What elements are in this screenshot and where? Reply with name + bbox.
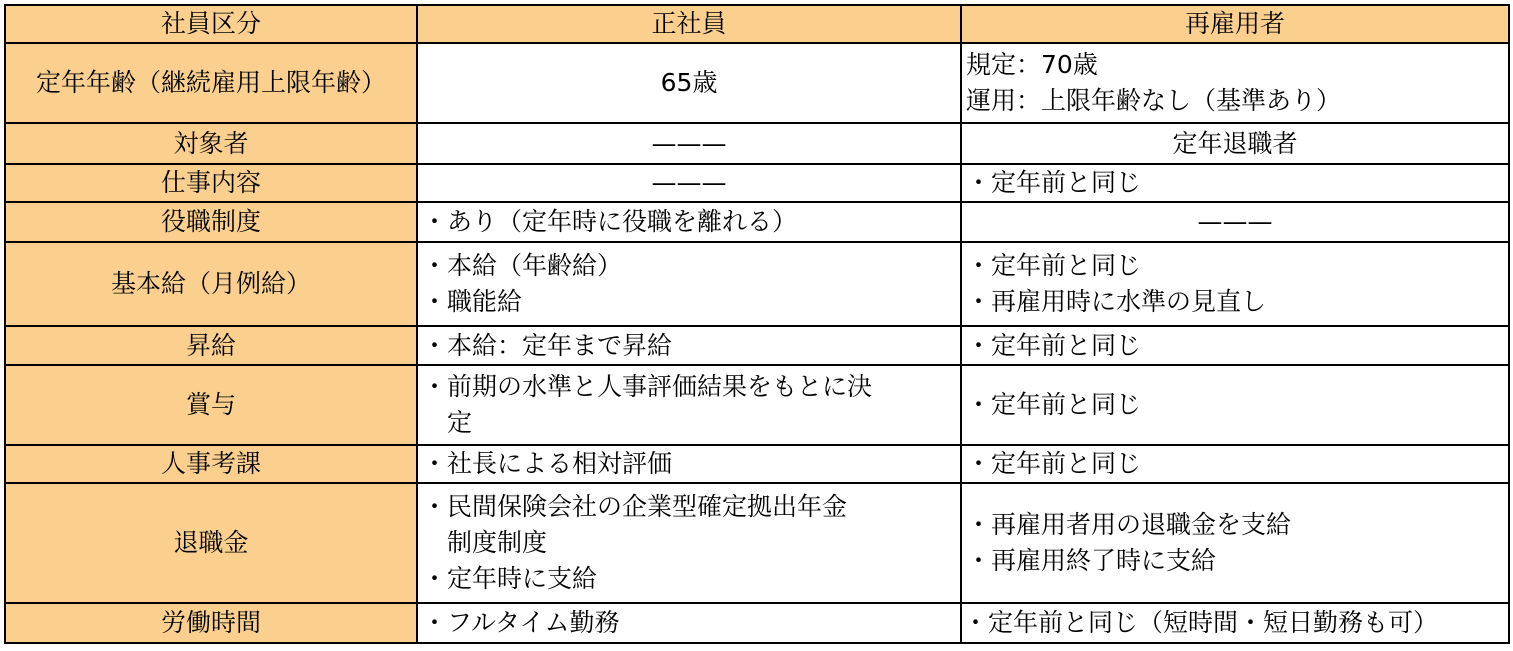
row-label-retirement-age: 定年年齢（継続雇用上限年齢） bbox=[5, 43, 417, 123]
row-label-target: 対象者 bbox=[5, 123, 417, 164]
cell-regular-position-system bbox=[417, 202, 961, 242]
cell-text: ・再雇用終了時に支給 bbox=[966, 546, 1217, 575]
row-label-pay-raise: 昇給 bbox=[5, 326, 417, 365]
cell-text: ・再雇用時に水準の見直し bbox=[966, 287, 1267, 316]
cell-text: ・定年前と同じ bbox=[966, 330, 1142, 360]
cell-regular-base-salary bbox=[417, 242, 961, 326]
cell-text: 運用：上限年齢なし（基準あり） bbox=[966, 86, 1342, 115]
cell-text: ・前期の水準と人事評価結果をもとに決 bbox=[422, 372, 873, 401]
cell-text: ・定年前と同じ bbox=[966, 390, 1142, 419]
cell-text: ・定年前と同じ bbox=[966, 449, 1142, 478]
row-label-working-hours: 労働時間 bbox=[5, 603, 417, 643]
cell-rehired-retirement-allowance bbox=[961, 483, 1509, 603]
cell-text: ・定年前と同じ（短時間・短日勤務も可） bbox=[963, 608, 1439, 637]
cell-regular-job-content bbox=[417, 164, 961, 202]
cell-text: ・民間保険会社の企業型確定拠出年金 bbox=[422, 492, 848, 521]
cell-text: ・定年時に支給 bbox=[422, 564, 598, 593]
table-row bbox=[5, 483, 1509, 603]
table-row bbox=[5, 365, 1509, 445]
cell-text: ・再雇用者用の退職金を支給 bbox=[966, 510, 1292, 539]
cell-rehired-position-system bbox=[961, 202, 1509, 242]
cell-text: ・本給：定年まで昇給 bbox=[422, 330, 673, 360]
cell-text: ・職能給 bbox=[422, 287, 523, 316]
table-header-row bbox=[5, 5, 1509, 43]
cell-text: ・定年前と同じ bbox=[966, 168, 1142, 197]
table-row bbox=[5, 445, 1509, 483]
header-rehired-employee: 再雇用者 bbox=[961, 5, 1509, 43]
table-row bbox=[5, 603, 1509, 643]
cell-rehired-working-hours bbox=[961, 603, 1509, 643]
cell-text: 制度制度 bbox=[422, 528, 548, 557]
cell-text: ・本給（年齢給） bbox=[422, 251, 623, 280]
row-label-personnel-evaluation: 人事考課 bbox=[5, 445, 417, 483]
cell-text: ・あり（定年時に役職を離れる） bbox=[422, 207, 798, 236]
row-label-bonus: 賞与 bbox=[5, 365, 417, 445]
cell-rehired-base-salary bbox=[961, 242, 1509, 326]
header-employee-category: 社員区分 bbox=[5, 5, 417, 43]
cell-text: 定 bbox=[422, 408, 473, 437]
table-row bbox=[5, 164, 1509, 202]
cell-text: 65歳 bbox=[660, 68, 718, 97]
cell-rehired-bonus bbox=[961, 365, 1509, 445]
comparison-table-container bbox=[4, 4, 1510, 644]
row-label-base-salary: 基本給（月例給） bbox=[5, 242, 417, 326]
cell-text: 規定：70歳 bbox=[966, 50, 1098, 79]
table-row bbox=[5, 43, 1509, 123]
cell-text: ——— bbox=[651, 168, 727, 197]
cell-text: ・定年前と同じ bbox=[966, 251, 1142, 280]
header-regular-employee: 正社員 bbox=[417, 5, 961, 43]
cell-text: ——— bbox=[651, 128, 727, 158]
cell-rehired-target bbox=[961, 123, 1509, 164]
row-label-position-system: 役職制度 bbox=[5, 202, 417, 242]
cell-regular-working-hours bbox=[417, 603, 961, 643]
cell-regular-bonus bbox=[417, 365, 961, 445]
cell-regular-retirement-allowance bbox=[417, 483, 961, 603]
cell-rehired-pay-raise bbox=[961, 326, 1509, 365]
cell-rehired-retirement-age bbox=[961, 43, 1509, 123]
cell-text: 定年退職者 bbox=[1172, 128, 1298, 158]
cell-regular-retirement-age bbox=[417, 43, 961, 123]
cell-regular-personnel-evaluation bbox=[417, 445, 961, 483]
table-row bbox=[5, 242, 1509, 326]
cell-text: ——— bbox=[1197, 207, 1273, 236]
cell-rehired-personnel-evaluation bbox=[961, 445, 1509, 483]
cell-text: ・フルタイム勤務 bbox=[422, 608, 620, 637]
cell-rehired-job-content bbox=[961, 164, 1509, 202]
table-row bbox=[5, 123, 1509, 164]
row-label-retirement-allowance: 退職金 bbox=[5, 483, 417, 603]
table-row bbox=[5, 326, 1509, 365]
employee-comparison-table bbox=[4, 4, 1510, 644]
table-row bbox=[5, 202, 1509, 242]
row-label-job-content: 仕事内容 bbox=[5, 164, 417, 202]
cell-regular-target bbox=[417, 123, 961, 164]
cell-text: ・社長による相対評価 bbox=[422, 449, 673, 478]
cell-regular-pay-raise bbox=[417, 326, 961, 365]
